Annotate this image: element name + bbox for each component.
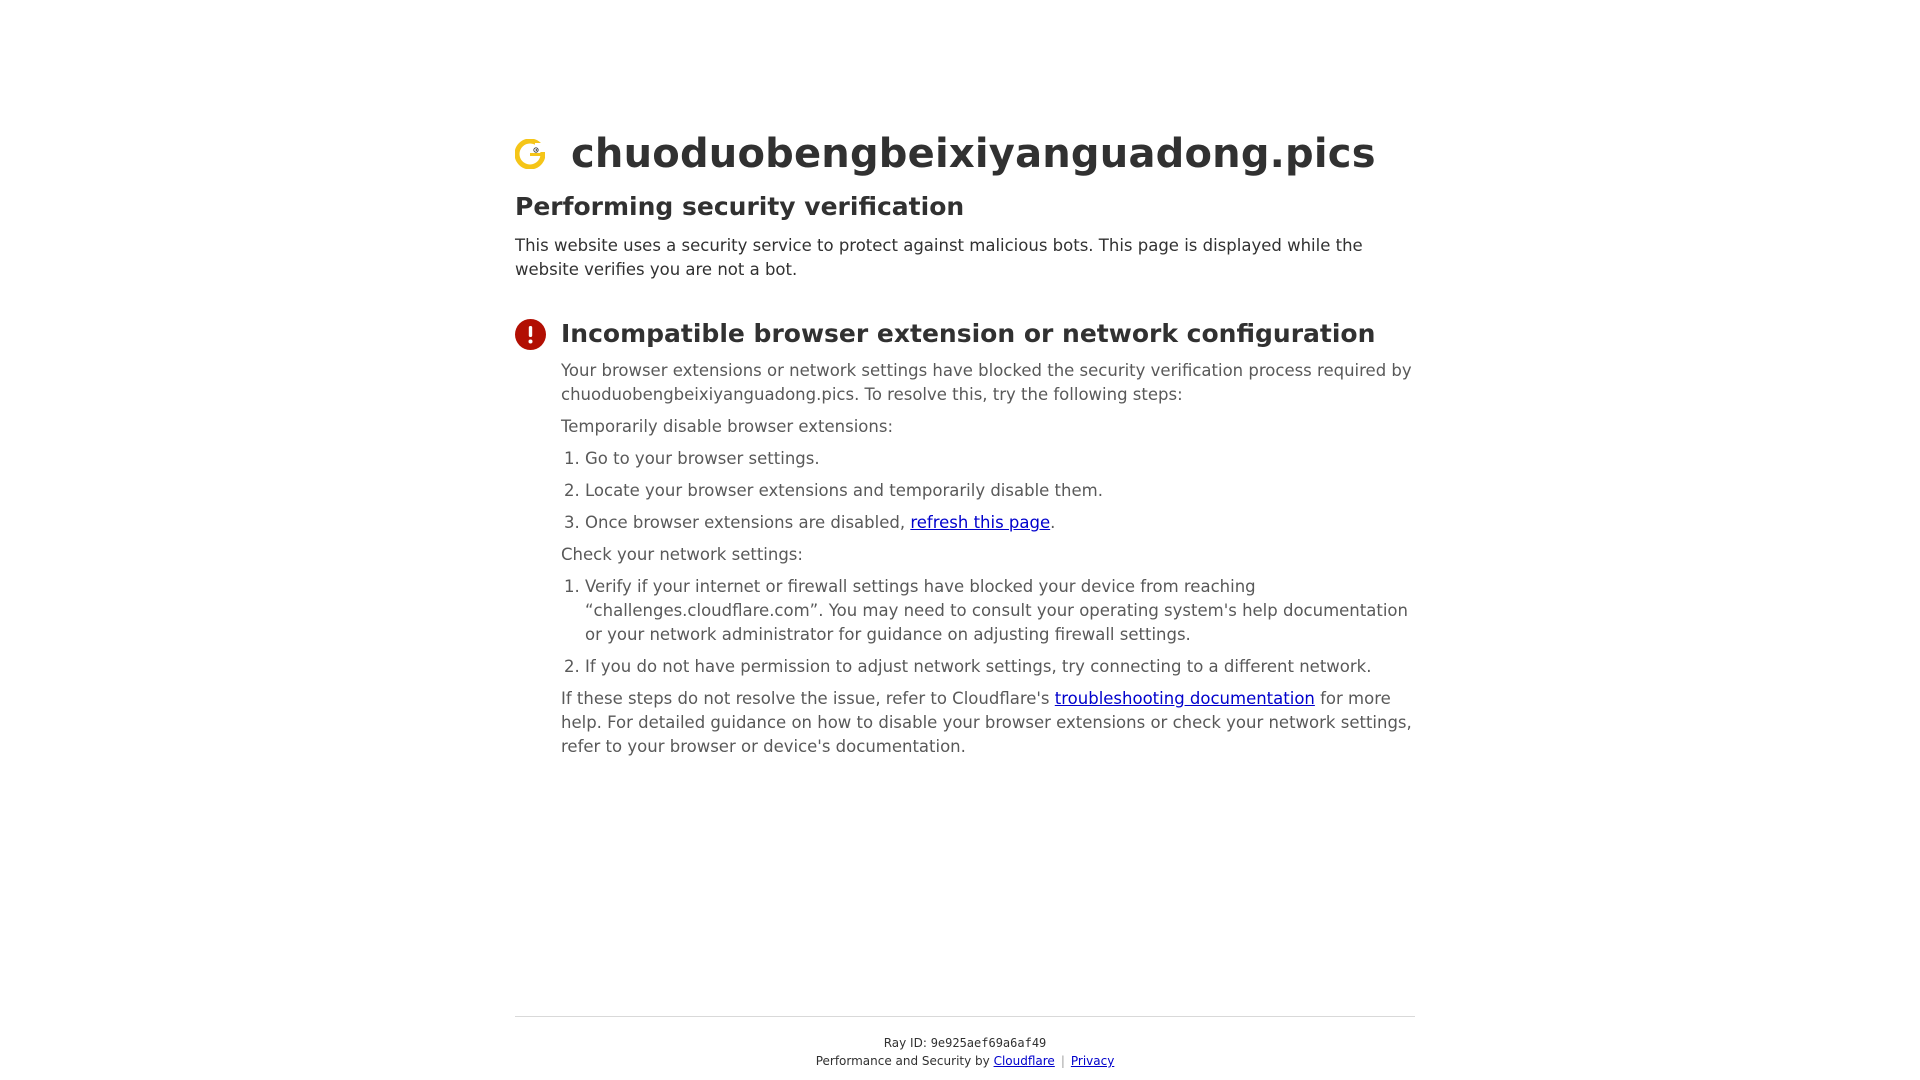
verification-description: This website uses a security service to protect against malicious bots. This page is displayed while the website verifies you are not a bot. [515, 236, 1363, 279]
network-step: 2. If you do not have permission to adjust network settings, try connecting to a different network. [585, 655, 1415, 679]
closing-suffix: for more help. For detailed guidance on how to disable your browser extensions or check your network settings, refer to your browser or device's documentation. [561, 689, 1412, 756]
performance-prefix: Performance and Security by [815, 1054, 994, 1068]
exclamation-circle-icon [515, 319, 546, 350]
network-step: 1. Verify if your internet or firewall settings have blocked your device from reaching “challenges.cloudflare.com”. You may need to consult your operating system's help documentation or your network administrator for guidance on adjusting firewall settings. [585, 575, 1415, 647]
performance-line [515, 1052, 1415, 1070]
troubleshooting-documentation-link[interactable]: troubleshooting documentation [1054, 689, 1315, 708]
verification-title: Performing security verification [515, 192, 965, 221]
error-details [561, 359, 1415, 759]
privacy-link[interactable]: Privacy [1070, 1054, 1115, 1068]
extensions-heading: Temporarily disable browser extensions: [561, 417, 893, 436]
ray-id-value: 9e925aef69a6af49 [930, 1036, 1047, 1050]
extension-step: 2. Locate your browser extensions and temporarily disable them. [585, 479, 1415, 503]
cloudflare-link[interactable]: Cloudflare [993, 1054, 1055, 1068]
network-steps-list [561, 575, 1415, 679]
footer [515, 1016, 1415, 1070]
network-heading: Check your network settings: [561, 545, 803, 564]
extension-step [585, 511, 1415, 535]
ray-id [515, 1034, 1415, 1052]
error-section [515, 316, 1415, 759]
ray-id-label: Ray ID: [883, 1036, 931, 1050]
error-title: Incompatible browser extension or network configuration [561, 319, 1376, 348]
extension-step: 1. Go to your browser settings. [585, 447, 1415, 471]
site-header [515, 126, 1415, 182]
error-intro: Your browser extensions or network settings have blocked the security verification process required by chuoduobengbeixiyanguadong.pics. To resolve this, try the following steps: [561, 361, 1412, 404]
extension-steps-list [561, 447, 1415, 535]
site-name: chuoduobengbeixiyanguadong.pics [571, 131, 1376, 177]
closing-prefix: If these steps do not resolve the issue, refer to Cloudflare's [561, 689, 1055, 708]
site-favicon-icon [515, 139, 545, 169]
extension-step-suffix: . [1050, 513, 1056, 532]
extension-step-text: Once browser extensions are disabled, [585, 513, 911, 532]
main-content [515, 126, 1415, 759]
footer-separator: | [1060, 1054, 1065, 1068]
refresh-page-link[interactable]: refresh this page [910, 513, 1051, 532]
closing-text [561, 687, 1415, 759]
